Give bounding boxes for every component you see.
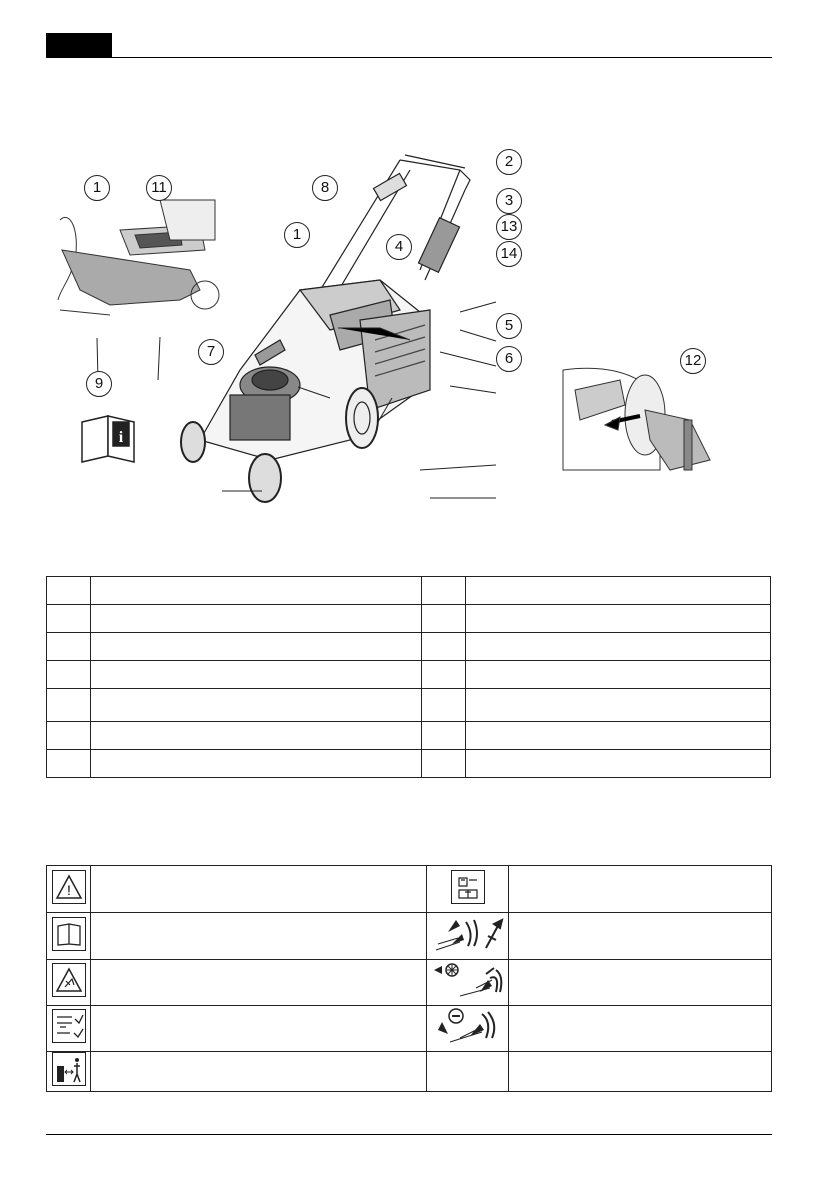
callout-14: 14 <box>496 241 522 267</box>
part-number <box>422 722 466 750</box>
part-description <box>91 577 422 605</box>
table-row <box>47 913 772 960</box>
callout-11: 11 <box>146 175 172 201</box>
symbol-description <box>509 1006 772 1052</box>
grass-catcher-inset <box>58 200 219 320</box>
svg-text:!: ! <box>66 881 71 898</box>
part-description <box>91 605 422 633</box>
warning-triangle-icon <box>47 866 91 913</box>
callout-7: 7 <box>198 339 224 365</box>
part-description <box>91 633 422 661</box>
part-number <box>47 750 91 778</box>
part-number <box>47 577 91 605</box>
part-number <box>422 605 466 633</box>
callout-8: 8 <box>312 175 338 201</box>
symbol-description <box>509 1052 772 1092</box>
part-description <box>466 577 771 605</box>
callout-3: 3 <box>496 188 522 214</box>
symbols-table <box>46 865 772 1092</box>
part-number <box>47 689 91 722</box>
table-row <box>47 722 771 750</box>
part-description <box>466 750 771 778</box>
callout-12: 12 <box>680 348 706 374</box>
symbol-description <box>91 1006 427 1052</box>
thrown-objects-icon <box>47 960 91 1006</box>
part-description <box>466 661 771 689</box>
callout-13: 13 <box>496 214 522 240</box>
symbol-description <box>91 960 427 1006</box>
header-rule <box>46 57 772 58</box>
mulch-plug-inset <box>563 368 710 470</box>
footer-rule <box>46 1134 772 1135</box>
remove-key-icon <box>47 1006 91 1052</box>
part-description <box>91 661 422 689</box>
callout-6: 6 <box>496 346 522 372</box>
callout-4: 4 <box>386 234 412 260</box>
part-description <box>466 722 771 750</box>
part-description <box>91 689 422 722</box>
table-row <box>47 605 771 633</box>
empty-icon-cell <box>427 1052 509 1092</box>
part-number <box>47 722 91 750</box>
symbol-description <box>509 913 772 960</box>
part-number <box>47 661 91 689</box>
table-row <box>47 577 771 605</box>
part-description <box>466 633 771 661</box>
keep-distance-icon <box>47 1052 91 1092</box>
choke-icon <box>427 960 509 1006</box>
part-description <box>466 605 771 633</box>
symbol-description <box>509 866 772 913</box>
lawnmower-illustration <box>0 140 839 510</box>
mower-drawing <box>181 155 470 502</box>
table-row <box>47 1006 772 1052</box>
stop-engine-icon <box>427 1006 509 1052</box>
part-description <box>91 750 422 778</box>
symbol-description <box>91 913 427 960</box>
table-row <box>47 689 771 722</box>
callout-2: 2 <box>496 149 522 175</box>
symbol-description <box>91 866 427 913</box>
callout-9: 9 <box>86 371 112 397</box>
symbol-description <box>509 960 772 1006</box>
table-row <box>47 866 772 913</box>
table-row <box>47 750 771 778</box>
info-book-icon <box>82 416 134 462</box>
throttle-fast-slow-icon <box>427 913 509 960</box>
symbol-description <box>91 1052 427 1092</box>
table-row <box>47 960 772 1006</box>
part-description <box>466 689 771 722</box>
part-number <box>47 605 91 633</box>
parts-table <box>46 576 771 778</box>
svg-text:i: i <box>118 429 124 446</box>
part-number <box>47 633 91 661</box>
table-row <box>47 661 771 689</box>
callout-1: 1 <box>284 222 310 248</box>
callout-5: 5 <box>496 313 522 339</box>
part-number <box>422 689 466 722</box>
part-number <box>422 750 466 778</box>
disconnect-power-icon <box>427 866 509 913</box>
part-number <box>422 577 466 605</box>
header-tab <box>46 33 112 58</box>
part-description <box>91 722 422 750</box>
table-row <box>47 1052 772 1092</box>
part-number <box>422 661 466 689</box>
read-manual-icon <box>47 913 91 960</box>
part-number <box>422 633 466 661</box>
callout-1-inset: 1 <box>84 175 110 201</box>
table-row <box>47 633 771 661</box>
